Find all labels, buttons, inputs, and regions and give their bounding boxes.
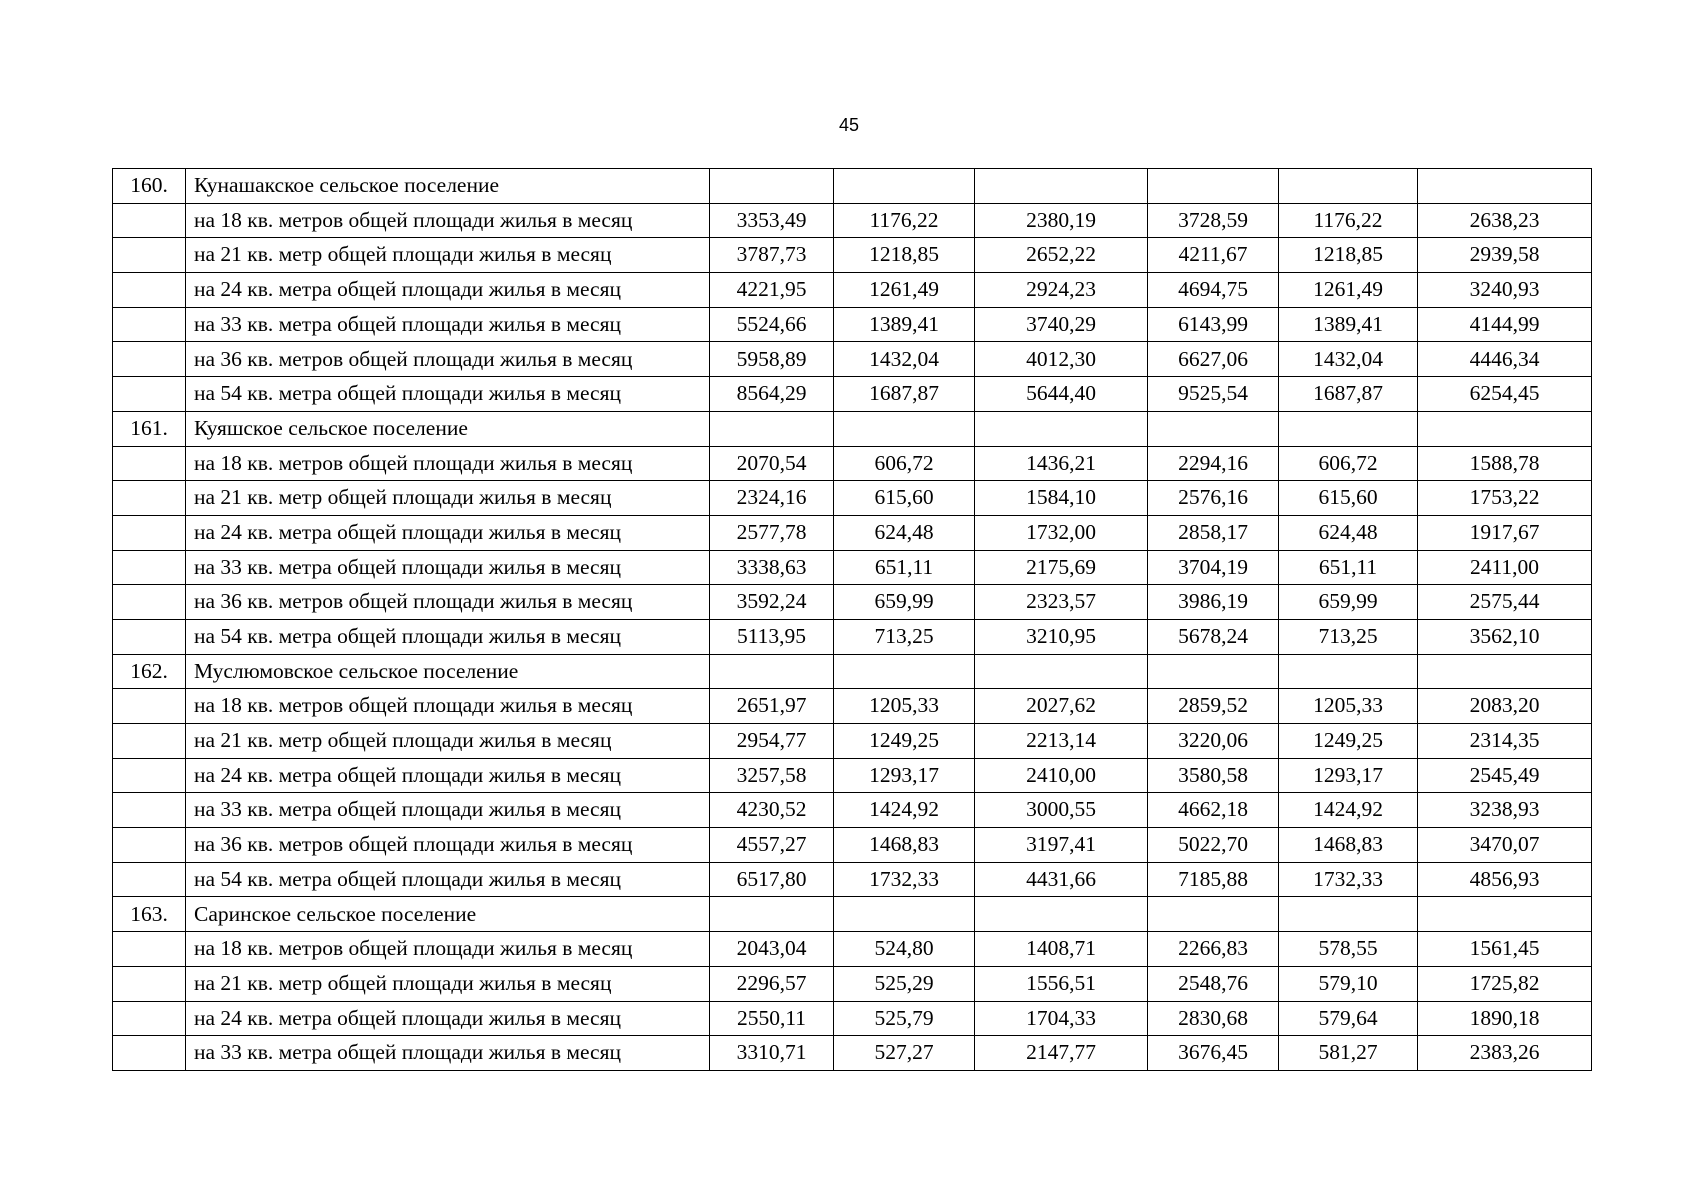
value-cell: 2266,83	[1148, 932, 1279, 967]
value-cell: 5958,89	[710, 342, 834, 377]
table-row	[113, 377, 1592, 412]
row-label: на 24 кв. метра общей площади жилья в месяц	[186, 758, 710, 793]
row-label: на 18 кв. метров общей площади жилья в месяц	[186, 932, 710, 967]
value-cell: 4557,27	[710, 828, 834, 863]
row-label: на 36 кв. метров общей площади жилья в месяц	[186, 342, 710, 377]
value-cell: 5113,95	[710, 619, 834, 654]
value-cell: 1753,22	[1418, 481, 1592, 516]
value-cell: 3197,41	[975, 828, 1148, 863]
value-cell: 624,48	[1279, 515, 1418, 550]
value-cell: 4662,18	[1148, 793, 1279, 828]
group-index: 160.	[113, 169, 186, 204]
group-header-row	[113, 411, 1592, 446]
row-label: на 54 кв. метра общей площади жилья в месяц	[186, 377, 710, 412]
value-cell: 1176,22	[834, 203, 975, 238]
table-row	[113, 481, 1592, 516]
value-cell: 4012,30	[975, 342, 1148, 377]
value-cell: 2550,11	[710, 1001, 834, 1036]
value-cell: 2380,19	[975, 203, 1148, 238]
group-title: Кунашакское сельское поселение	[186, 169, 710, 204]
row-label: на 33 кв. метра общей площади жилья в месяц	[186, 1036, 710, 1071]
value-cell: 659,99	[1279, 585, 1418, 620]
empty-index-cell	[113, 828, 186, 863]
value-cell: 1890,18	[1418, 1001, 1592, 1036]
empty-index-cell	[113, 550, 186, 585]
empty-index-cell	[113, 238, 186, 273]
value-cell: 4221,95	[710, 273, 834, 308]
table-row	[113, 1036, 1592, 1071]
row-label: на 24 кв. метра общей площади жилья в месяц	[186, 1001, 710, 1036]
value-cell: 581,27	[1279, 1036, 1418, 1071]
row-label: на 21 кв. метр общей площади жилья в месяц	[186, 238, 710, 273]
table-body	[113, 169, 1592, 1071]
row-label: на 54 кв. метра общей площади жилья в месяц	[186, 862, 710, 897]
row-label: на 33 кв. метра общей площади жилья в месяц	[186, 307, 710, 342]
value-cell: 2323,57	[975, 585, 1148, 620]
empty-cell	[710, 897, 834, 932]
empty-index-cell	[113, 342, 186, 377]
value-cell: 4694,75	[1148, 273, 1279, 308]
empty-cell	[710, 411, 834, 446]
table-row	[113, 619, 1592, 654]
value-cell: 615,60	[834, 481, 975, 516]
value-cell: 4230,52	[710, 793, 834, 828]
value-cell: 3787,73	[710, 238, 834, 273]
empty-index-cell	[113, 619, 186, 654]
value-cell: 3310,71	[710, 1036, 834, 1071]
value-cell: 2410,00	[975, 758, 1148, 793]
value-cell: 1732,33	[1279, 862, 1418, 897]
value-cell: 2638,23	[1418, 203, 1592, 238]
page-number: 45	[838, 115, 860, 135]
empty-cell	[1148, 654, 1279, 689]
empty-cell	[834, 897, 975, 932]
value-cell: 624,48	[834, 515, 975, 550]
value-cell: 2858,17	[1148, 515, 1279, 550]
empty-cell	[1279, 411, 1418, 446]
empty-index-cell	[113, 1036, 186, 1071]
value-cell: 3338,63	[710, 550, 834, 585]
value-cell: 2954,77	[710, 724, 834, 759]
value-cell: 2027,62	[975, 689, 1148, 724]
group-title: Саринское сельское поселение	[186, 897, 710, 932]
row-label: на 33 кв. метра общей площади жилья в месяц	[186, 793, 710, 828]
row-label: на 54 кв. метра общей площади жилья в месяц	[186, 619, 710, 654]
value-cell: 2577,78	[710, 515, 834, 550]
value-cell: 1584,10	[975, 481, 1148, 516]
group-index: 163.	[113, 897, 186, 932]
empty-cell	[1418, 897, 1592, 932]
value-cell: 1424,92	[834, 793, 975, 828]
value-cell: 606,72	[1279, 446, 1418, 481]
value-cell: 1436,21	[975, 446, 1148, 481]
empty-cell	[1148, 897, 1279, 932]
value-cell: 2924,23	[975, 273, 1148, 308]
value-cell: 6517,80	[710, 862, 834, 897]
empty-cell	[1418, 411, 1592, 446]
empty-index-cell	[113, 724, 186, 759]
table-row	[113, 689, 1592, 724]
value-cell: 2830,68	[1148, 1001, 1279, 1036]
value-cell: 3470,07	[1418, 828, 1592, 863]
value-cell: 3353,49	[710, 203, 834, 238]
table-row	[113, 793, 1592, 828]
empty-index-cell	[113, 273, 186, 308]
value-cell: 6143,99	[1148, 307, 1279, 342]
empty-index-cell	[113, 932, 186, 967]
empty-cell	[834, 654, 975, 689]
value-cell: 2043,04	[710, 932, 834, 967]
value-cell: 9525,54	[1148, 377, 1279, 412]
row-label: на 21 кв. метр общей площади жилья в месяц	[186, 481, 710, 516]
empty-cell	[834, 169, 975, 204]
empty-cell	[975, 897, 1148, 932]
value-cell: 1561,45	[1418, 932, 1592, 967]
row-label: на 24 кв. метра общей площади жилья в месяц	[186, 273, 710, 308]
value-cell: 2383,26	[1418, 1036, 1592, 1071]
value-cell: 1176,22	[1279, 203, 1418, 238]
table-row	[113, 203, 1592, 238]
empty-index-cell	[113, 203, 186, 238]
value-cell: 713,25	[834, 619, 975, 654]
table-row	[113, 828, 1592, 863]
table-row	[113, 758, 1592, 793]
value-cell: 5644,40	[975, 377, 1148, 412]
table-row	[113, 446, 1592, 481]
value-cell: 651,11	[834, 550, 975, 585]
value-cell: 1205,33	[834, 689, 975, 724]
value-cell: 2576,16	[1148, 481, 1279, 516]
value-cell: 2411,00	[1418, 550, 1592, 585]
value-cell: 3000,55	[975, 793, 1148, 828]
value-cell: 7185,88	[1148, 862, 1279, 897]
value-cell: 3676,45	[1148, 1036, 1279, 1071]
value-cell: 4431,66	[975, 862, 1148, 897]
value-cell: 1218,85	[834, 238, 975, 273]
group-index: 162.	[113, 654, 186, 689]
empty-index-cell	[113, 966, 186, 1001]
value-cell: 615,60	[1279, 481, 1418, 516]
row-label: на 21 кв. метр общей площади жилья в месяц	[186, 966, 710, 1001]
empty-cell	[1279, 654, 1418, 689]
value-cell: 4446,34	[1418, 342, 1592, 377]
empty-cell	[710, 654, 834, 689]
group-title: Муслюмовское сельское поселение	[186, 654, 710, 689]
row-label: на 18 кв. метров общей площади жилья в месяц	[186, 689, 710, 724]
value-cell: 651,11	[1279, 550, 1418, 585]
value-cell: 1432,04	[1279, 342, 1418, 377]
row-label: на 36 кв. метров общей площади жилья в месяц	[186, 585, 710, 620]
value-cell: 1249,25	[1279, 724, 1418, 759]
empty-index-cell	[113, 862, 186, 897]
value-cell: 1468,83	[834, 828, 975, 863]
value-cell: 1687,87	[1279, 377, 1418, 412]
row-label: на 36 кв. метров общей площади жилья в месяц	[186, 828, 710, 863]
group-index: 161.	[113, 411, 186, 446]
value-cell: 2548,76	[1148, 966, 1279, 1001]
value-cell: 1293,17	[1279, 758, 1418, 793]
group-header-row	[113, 169, 1592, 204]
value-cell: 2545,49	[1418, 758, 1592, 793]
value-cell: 1432,04	[834, 342, 975, 377]
table-row	[113, 550, 1592, 585]
value-cell: 579,64	[1279, 1001, 1418, 1036]
table-row	[113, 515, 1592, 550]
empty-cell	[1279, 897, 1418, 932]
empty-cell	[1148, 169, 1279, 204]
value-cell: 2070,54	[710, 446, 834, 481]
value-cell: 659,99	[834, 585, 975, 620]
empty-cell	[975, 654, 1148, 689]
table-row	[113, 585, 1592, 620]
value-cell: 1917,67	[1418, 515, 1592, 550]
value-cell: 5022,70	[1148, 828, 1279, 863]
value-cell: 1424,92	[1279, 793, 1418, 828]
empty-index-cell	[113, 758, 186, 793]
empty-cell	[975, 169, 1148, 204]
table-row	[113, 307, 1592, 342]
value-cell: 524,80	[834, 932, 975, 967]
table-row	[113, 238, 1592, 273]
value-cell: 1725,82	[1418, 966, 1592, 1001]
table-row	[113, 342, 1592, 377]
tariff-table	[112, 168, 1592, 1071]
value-cell: 606,72	[834, 446, 975, 481]
group-header-row	[113, 654, 1592, 689]
empty-index-cell	[113, 515, 186, 550]
table-row	[113, 273, 1592, 308]
value-cell: 2575,44	[1418, 585, 1592, 620]
row-label: на 21 кв. метр общей площади жилья в месяц	[186, 724, 710, 759]
value-cell: 1249,25	[834, 724, 975, 759]
row-label: на 24 кв. метра общей площади жилья в месяц	[186, 515, 710, 550]
value-cell: 1389,41	[834, 307, 975, 342]
value-cell: 525,79	[834, 1001, 975, 1036]
value-cell: 8564,29	[710, 377, 834, 412]
value-cell: 1556,51	[975, 966, 1148, 1001]
empty-cell	[1418, 654, 1592, 689]
table-row	[113, 1001, 1592, 1036]
empty-cell	[834, 411, 975, 446]
value-cell: 2175,69	[975, 550, 1148, 585]
group-title: Куяшское сельское поселение	[186, 411, 710, 446]
empty-index-cell	[113, 377, 186, 412]
value-cell: 5524,66	[710, 307, 834, 342]
table-row	[113, 724, 1592, 759]
value-cell: 713,25	[1279, 619, 1418, 654]
value-cell: 2652,22	[975, 238, 1148, 273]
empty-index-cell	[113, 481, 186, 516]
value-cell: 3986,19	[1148, 585, 1279, 620]
value-cell: 3562,10	[1418, 619, 1592, 654]
value-cell: 2147,77	[975, 1036, 1148, 1071]
value-cell: 3740,29	[975, 307, 1148, 342]
row-label: на 18 кв. метров общей площади жилья в месяц	[186, 446, 710, 481]
value-cell: 1293,17	[834, 758, 975, 793]
value-cell: 2294,16	[1148, 446, 1279, 481]
empty-index-cell	[113, 689, 186, 724]
value-cell: 3210,95	[975, 619, 1148, 654]
value-cell: 1687,87	[834, 377, 975, 412]
empty-cell	[1418, 169, 1592, 204]
value-cell: 1468,83	[1279, 828, 1418, 863]
table-row	[113, 966, 1592, 1001]
table-row	[113, 862, 1592, 897]
value-cell: 1261,49	[1279, 273, 1418, 308]
value-cell: 2651,97	[710, 689, 834, 724]
value-cell: 2296,57	[710, 966, 834, 1001]
value-cell: 6254,45	[1418, 377, 1592, 412]
value-cell: 3220,06	[1148, 724, 1279, 759]
value-cell: 4144,99	[1418, 307, 1592, 342]
empty-index-cell	[113, 307, 186, 342]
value-cell: 2859,52	[1148, 689, 1279, 724]
value-cell: 5678,24	[1148, 619, 1279, 654]
value-cell: 3238,93	[1418, 793, 1592, 828]
empty-index-cell	[113, 446, 186, 481]
value-cell: 1588,78	[1418, 446, 1592, 481]
value-cell: 3728,59	[1148, 203, 1279, 238]
value-cell: 3240,93	[1418, 273, 1592, 308]
value-cell: 4211,67	[1148, 238, 1279, 273]
empty-cell	[975, 411, 1148, 446]
value-cell: 1218,85	[1279, 238, 1418, 273]
value-cell: 1205,33	[1279, 689, 1418, 724]
value-cell: 579,10	[1279, 966, 1418, 1001]
value-cell: 525,29	[834, 966, 975, 1001]
empty-index-cell	[113, 793, 186, 828]
row-label: на 18 кв. метров общей площади жилья в месяц	[186, 203, 710, 238]
empty-cell	[1148, 411, 1279, 446]
value-cell: 1389,41	[1279, 307, 1418, 342]
empty-cell	[1279, 169, 1418, 204]
value-cell: 1732,00	[975, 515, 1148, 550]
value-cell: 6627,06	[1148, 342, 1279, 377]
value-cell: 2324,16	[710, 481, 834, 516]
value-cell: 4856,93	[1418, 862, 1592, 897]
table-row	[113, 932, 1592, 967]
value-cell: 3580,58	[1148, 758, 1279, 793]
value-cell: 1261,49	[834, 273, 975, 308]
value-cell: 3257,58	[710, 758, 834, 793]
value-cell: 1704,33	[975, 1001, 1148, 1036]
value-cell: 2213,14	[975, 724, 1148, 759]
value-cell: 2314,35	[1418, 724, 1592, 759]
value-cell: 1408,71	[975, 932, 1148, 967]
empty-index-cell	[113, 1001, 186, 1036]
empty-index-cell	[113, 585, 186, 620]
value-cell: 578,55	[1279, 932, 1418, 967]
value-cell: 3592,24	[710, 585, 834, 620]
value-cell: 2939,58	[1418, 238, 1592, 273]
value-cell: 527,27	[834, 1036, 975, 1071]
value-cell: 1732,33	[834, 862, 975, 897]
empty-cell	[710, 169, 834, 204]
value-cell: 3704,19	[1148, 550, 1279, 585]
value-cell: 2083,20	[1418, 689, 1592, 724]
row-label: на 33 кв. метра общей площади жилья в месяц	[186, 550, 710, 585]
group-header-row	[113, 897, 1592, 932]
